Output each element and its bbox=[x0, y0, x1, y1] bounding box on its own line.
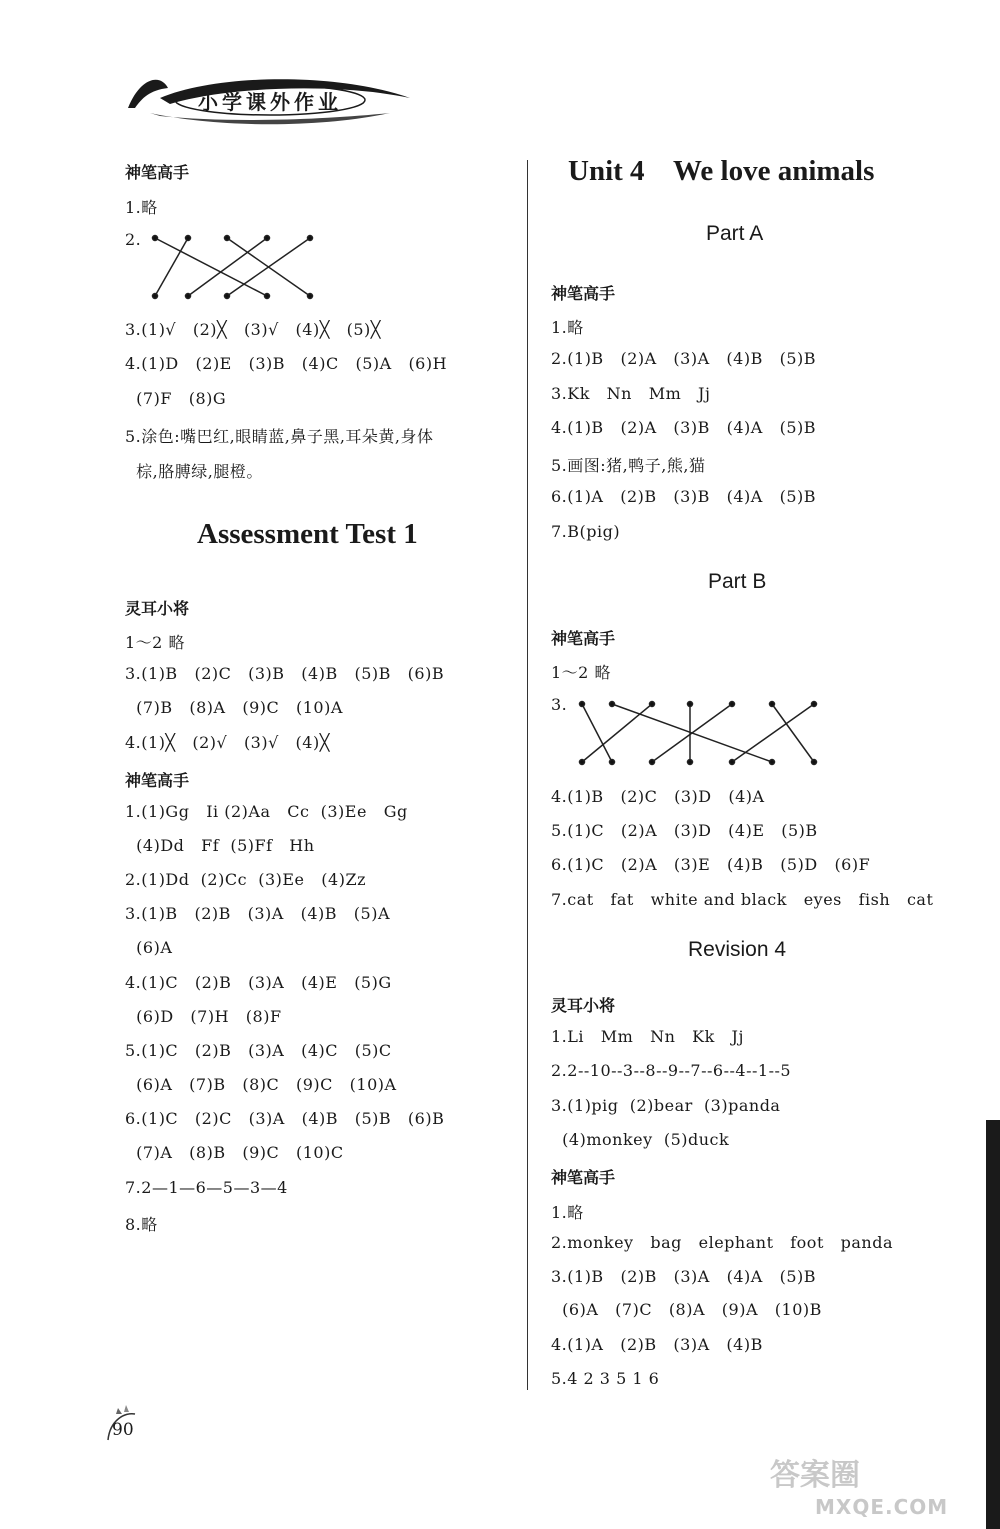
answer-line: 5.4 2 3 5 1 6 bbox=[551, 1369, 660, 1388]
watermark-logo: 答案圈 bbox=[770, 1458, 860, 1493]
answer-line: 3.(1)√ (2)╳ (3)√ (4)╳ (5)╳ bbox=[125, 320, 381, 339]
answer-line: 2.(1)Dd (2)Cc (3)Ee (4)Zz bbox=[125, 870, 366, 889]
page-number: 90 bbox=[112, 1420, 134, 1440]
section-heading: 神笔高手 bbox=[125, 163, 190, 182]
answer-line: 4.(1)C (2)B (3)A (4)E (5)G bbox=[125, 973, 392, 992]
answer-line: 6.(1)A (2)B (3)B (4)A (5)B bbox=[551, 487, 816, 506]
answer-line: 5.涂色:嘴巴红,眼睛蓝,鼻子黑,耳朵黄,身体 bbox=[125, 427, 434, 446]
section-heading: 灵耳小将 bbox=[551, 996, 616, 1015]
matching-diagram-right bbox=[572, 698, 832, 770]
answer-line: 5.画图:猪,鸭子,熊,猫 bbox=[551, 456, 706, 475]
answer-line: 5.(1)C (2)A (3)D (4)E (5)B bbox=[551, 821, 818, 840]
answer-line: 1.Li Mm Nn Kk Jj bbox=[551, 1027, 744, 1046]
answer-line: (6)A (7)B (8)C (9)C (10)A bbox=[125, 1075, 397, 1094]
answer-line: 1.略 bbox=[551, 1203, 584, 1222]
answer-line: 6.(1)C (2)C (3)A (4)B (5)B (6)B bbox=[125, 1109, 445, 1128]
answer-line: (7)F (8)G bbox=[125, 389, 227, 408]
answer-line: 5.(1)C (2)B (3)A (4)C (5)C bbox=[125, 1041, 392, 1060]
answer-line: 3.Kk Nn Mm Jj bbox=[551, 384, 711, 403]
answer-line: 1～2 略 bbox=[551, 663, 611, 682]
answer-line: (7)A (8)B (9)C (10)C bbox=[125, 1143, 344, 1162]
answer-line: (4)monkey (5)duck bbox=[551, 1130, 730, 1149]
answer-line: 4.(1)D (2)E (3)B (4)C (5)A (6)H bbox=[125, 354, 448, 373]
answer-line: 2.(1)B (2)A (3)A (4)B (5)B bbox=[551, 349, 816, 368]
section-heading: 灵耳小将 bbox=[125, 599, 190, 618]
logo-text: 小学课外作业 bbox=[198, 90, 342, 114]
section-heading: 神笔高手 bbox=[551, 284, 616, 303]
answer-line: 4.(1)A (2)B (3)A (4)B bbox=[551, 1335, 763, 1354]
section-heading: 神笔高手 bbox=[125, 771, 190, 790]
matching-diagram-left bbox=[145, 232, 320, 302]
answer-line: 4.(1)B (2)C (3)D (4)A bbox=[551, 787, 765, 806]
side-tab bbox=[986, 1120, 1000, 1529]
answer-line: 3. bbox=[551, 695, 568, 714]
answer-line: 7.2—1—6—5—3—4 bbox=[125, 1178, 288, 1197]
answer-line: (6)D (7)H (8)F bbox=[125, 1007, 282, 1026]
answer-line: 2. bbox=[125, 230, 142, 249]
part-title: Part B bbox=[708, 570, 767, 593]
answer-line: 7.cat fat white and black eyes fish cat bbox=[551, 890, 934, 909]
answer-line: 2.2--10--3--8--9--7--6--4--1--5 bbox=[551, 1061, 792, 1080]
answer-line: 7.B(pig) bbox=[551, 522, 621, 541]
answer-line: 8.略 bbox=[125, 1215, 158, 1234]
answer-line: 3.(1)B (2)B (3)A (4)A (5)B bbox=[551, 1267, 816, 1286]
answer-line: 3.(1)pig (2)bear (3)panda bbox=[551, 1096, 781, 1115]
answer-line: (6)A bbox=[125, 938, 173, 957]
answer-line: 3.(1)B (2)B (3)A (4)B (5)A bbox=[125, 904, 390, 923]
section-heading: 神笔高手 bbox=[551, 629, 616, 648]
answer-line: (7)B (8)A (9)C (10)A bbox=[125, 698, 343, 717]
answer-line: 1.略 bbox=[125, 198, 158, 217]
watermark-url: MXQE.COM bbox=[815, 1495, 949, 1519]
answer-line: 1～2 略 bbox=[125, 633, 185, 652]
answer-line: 3.(1)B (2)C (3)B (4)B (5)B (6)B bbox=[125, 664, 445, 683]
answer-line: (4)Dd Ff (5)Ff Hh bbox=[125, 836, 315, 855]
answer-line: 2.monkey bag elephant foot panda bbox=[551, 1233, 893, 1252]
column-divider bbox=[527, 160, 528, 1390]
answer-line: 4.(1)╳ (2)√ (3)√ (4)╳ bbox=[125, 733, 330, 752]
part-title: Revision 4 bbox=[688, 938, 787, 961]
section-title: Unit 4 We love animals bbox=[568, 155, 875, 187]
section-title: Assessment Test 1 bbox=[197, 518, 418, 550]
answer-line: 1.(1)Gg Ii (2)Aa Cc (3)Ee Gg bbox=[125, 802, 408, 821]
answer-line: 1.略 bbox=[551, 318, 584, 337]
answer-line: 4.(1)B (2)A (3)B (4)A (5)B bbox=[551, 418, 816, 437]
answer-line: (6)A (7)C (8)A (9)A (10)B bbox=[551, 1300, 822, 1319]
section-heading: 神笔高手 bbox=[551, 1168, 616, 1187]
answer-line: 棕,胳膊绿,腿橙。 bbox=[125, 462, 263, 481]
part-title: Part A bbox=[706, 222, 764, 245]
answer-line: 6.(1)C (2)A (3)E (4)B (5)D (6)F bbox=[551, 855, 871, 874]
